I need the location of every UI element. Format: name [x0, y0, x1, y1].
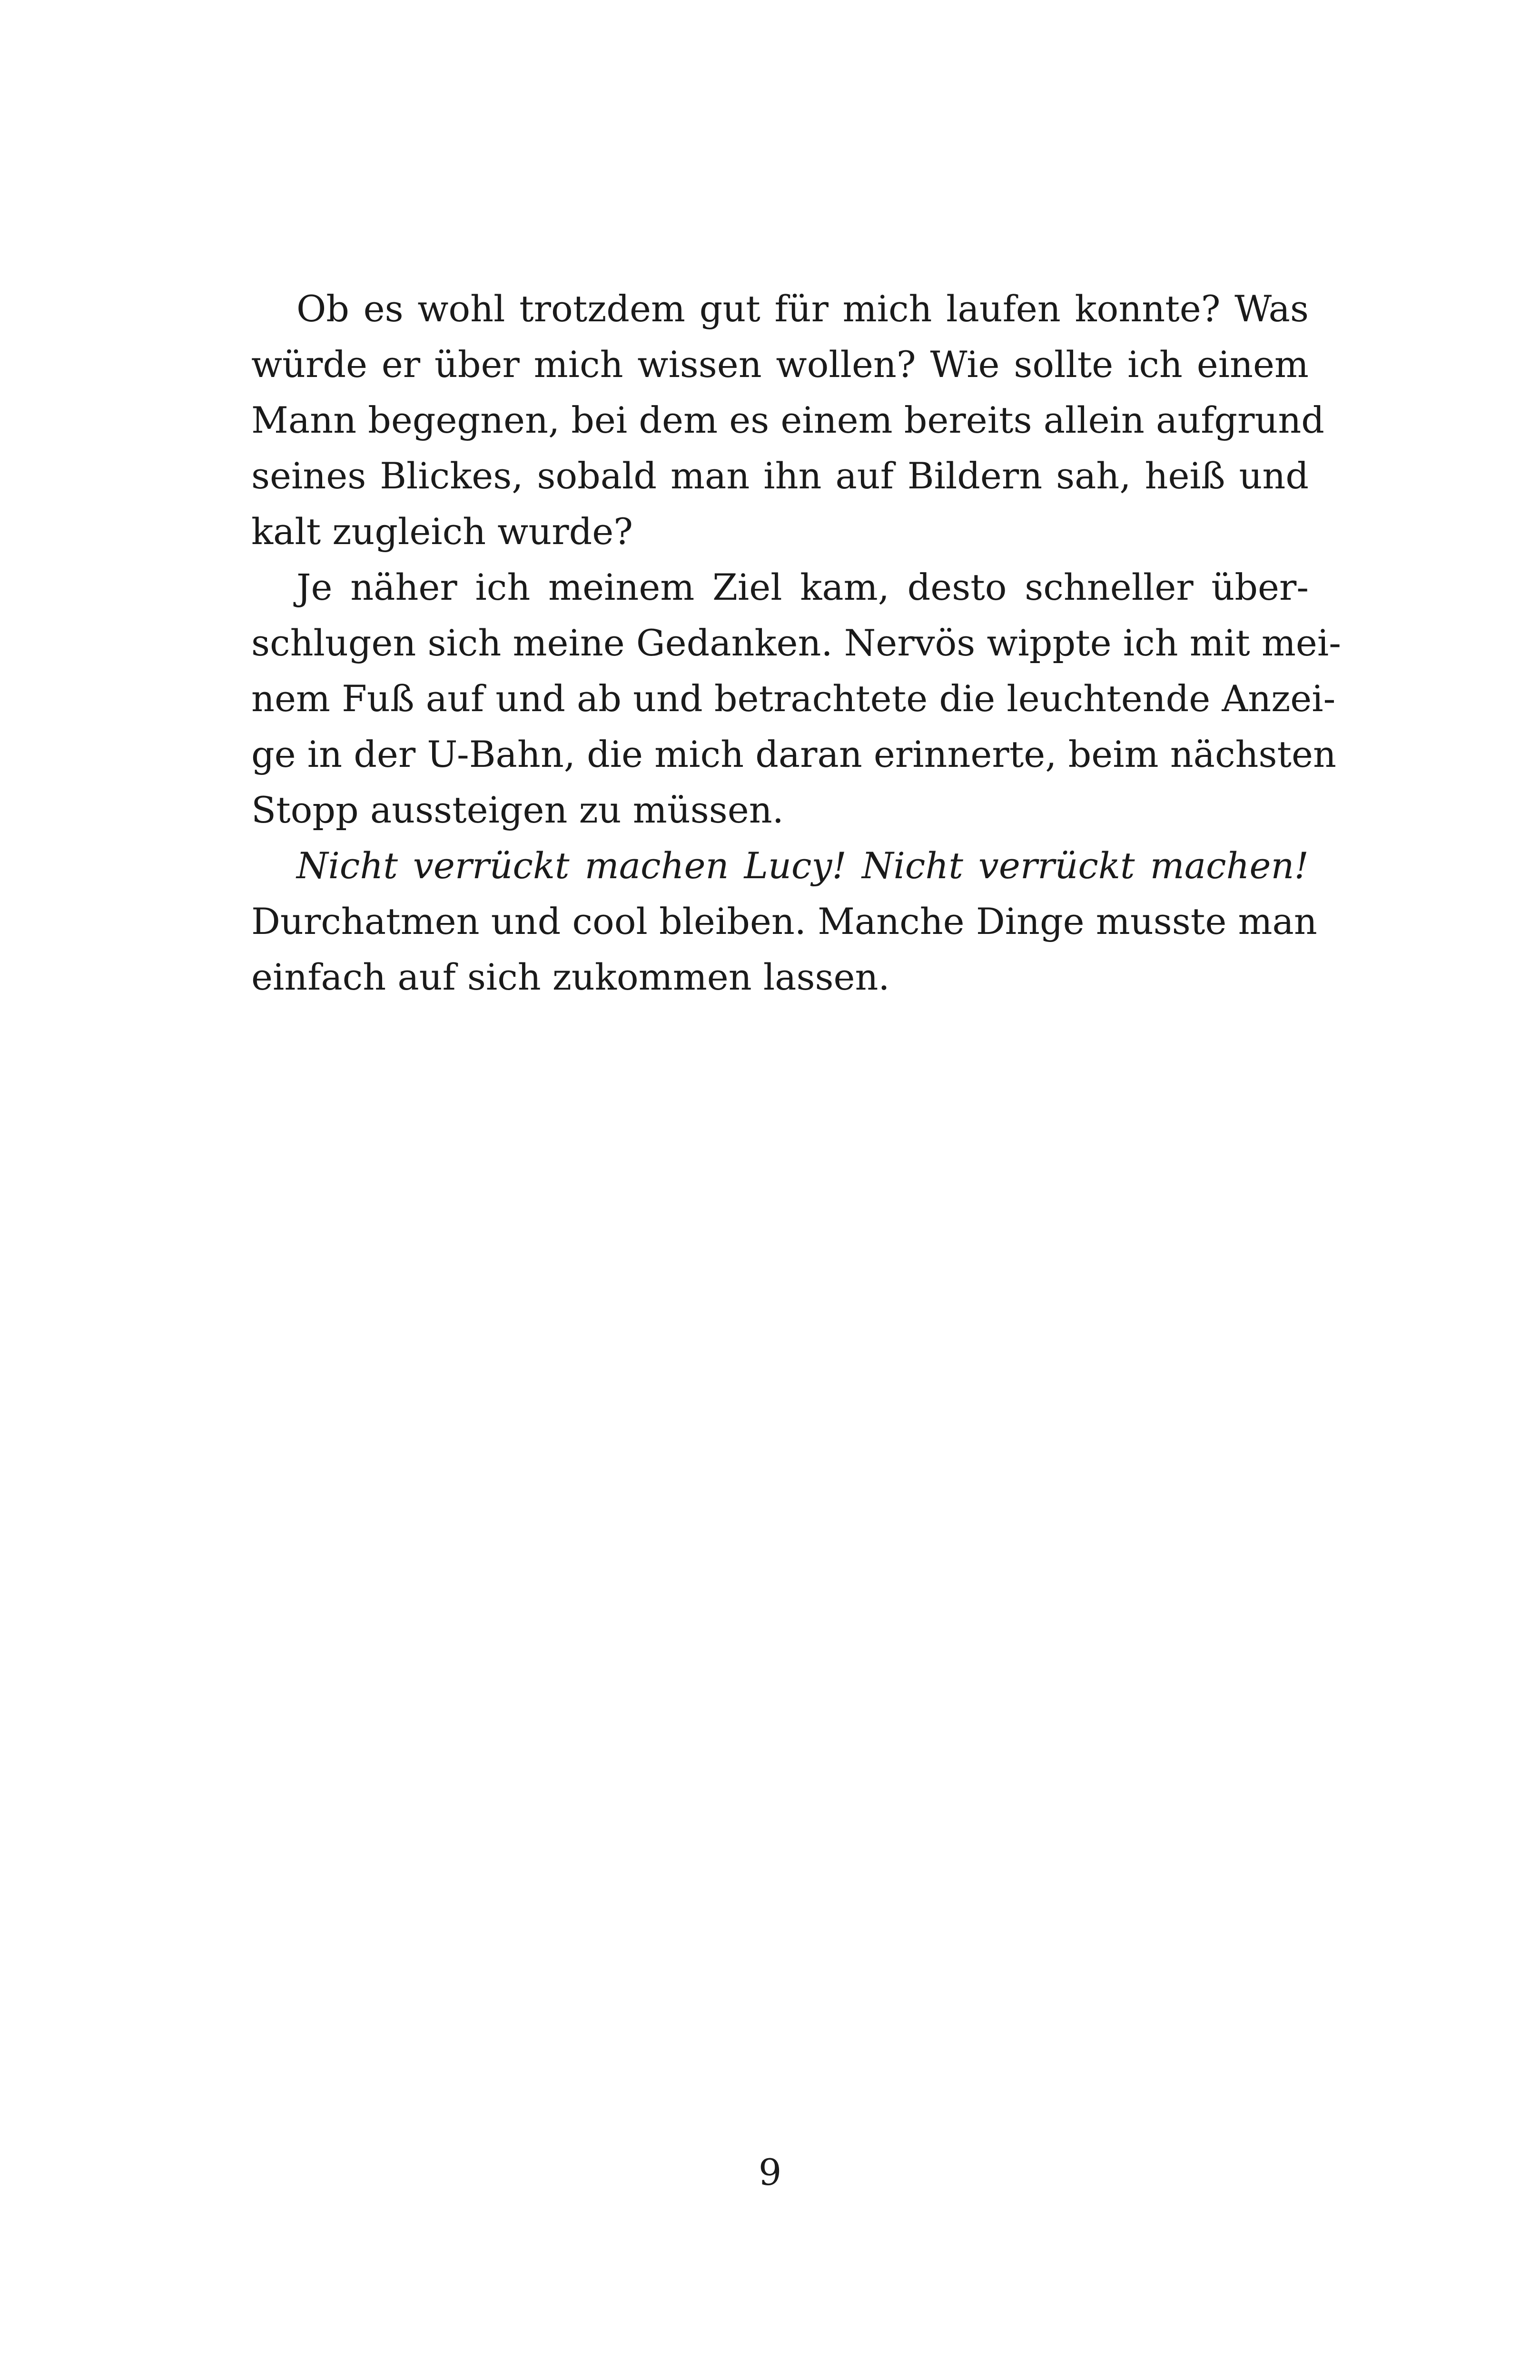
text-line: Je näher ich meinem Ziel kam, desto schneller über- [296, 566, 1309, 608]
text-line: nem Fuß auf und ab und betrachtete die leuchtende Anzei- [251, 677, 1336, 720]
text-line: kalt zugleich wurde? [251, 510, 633, 553]
text-line: seines Blickes, sobald man ihn auf Bildern sah, heiß und [251, 455, 1309, 497]
text-line: Ob es wohl trotzdem gut für mich laufen konnte? Was [296, 288, 1309, 330]
page-number: 9 [758, 2151, 782, 2193]
text-line: ge in der U-Bahn, die mich daran erinnerte, beim nächsten [251, 733, 1336, 775]
italic-text-line: Nicht verrückt machen Lucy! Nicht verrückt machen! [296, 844, 1309, 887]
text-line: Mann begegnen, bei dem es einem bereits allein aufgrund [251, 399, 1324, 441]
body-text [251, 281, 1341, 1005]
text-line: einfach auf sich zukommen lassen. [251, 956, 890, 998]
text-line: Durchatmen und cool bleiben. Manche Dinge musste man [251, 900, 1317, 942]
text-line: schlugen sich meine Gedanken. Nervös wippte ich mit mei- [251, 622, 1341, 664]
text-line: Stopp aussteigen zu müssen. [251, 789, 784, 831]
text-line: würde er über mich wissen wollen? Wie sollte ich einem [251, 343, 1309, 386]
